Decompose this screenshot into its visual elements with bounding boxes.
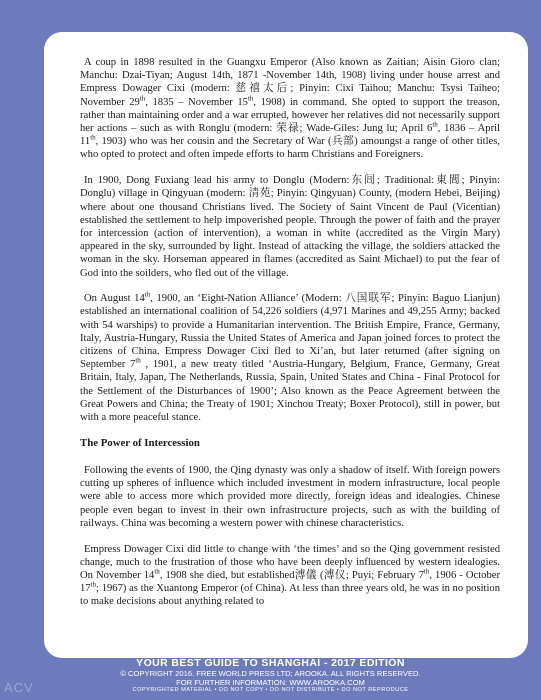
paragraph-donglu-1900: In 1900, Dong Fuxiang lead his army to Donglu (Modern:东闾; Traditional:東閭; Pinyin: Donglu) village in Qingyuan (modern: 清苑; Pinyin: Qingyuan) County, (modern Hebei, Beijing) where about one thousand Christians lived. The Society of Saint Vincent de Paul (Vicentian) established the settlement to help impoverished people. Through the power of faith and the prayer for intercession (action of intervention), a woman in white (accredited as the Virgin Mary) appeared in the sky, surrounded by light. Instead of attacking the village, the soldiers attacked the woman in the sky. Horseman appeared in flames (accredited as Saint Michael) to put the fear of God into the soilders, who fled out of the village. (80, 175, 500, 279)
watermark-text: ACV (4, 680, 34, 695)
document-page (44, 32, 528, 658)
paragraph-coup-1898: A coup in 1898 resulted in the Guangxu Emperor (Also known as Zaitian; Aisin Gioro clan; Manchu: Dzai-Tiyan; August 14th, 1871 -November 14th, 1908) living under house arrest and Empress Dowager Cixi (modern: 慈禧太后; Pinyin: Cixi Taihou; Manchu: Tsysi Taiheo; November 29th, 1835 – November 15th, 1908) in command. She opted to support the treason, rather than maintaining order and a war errupted, however her relatives did not necessarily support her actions – such as with Ronglu (modern: 荣禄; Wade-Giles: Jung lu; April 6th, 1836 – April 11th, 1903) who was her cousin and the Secretary of War (兵部) amoungst a range of other titles, who opted to protect and often impede efforts to harm Christians and Foreigners. (80, 57, 500, 161)
footer-title: YOUR BEST GUIDE TO SHANGHAI - 2017 EDITION (136, 657, 405, 669)
paragraph-eight-nation-alliance: On August 14th, 1900, an ‘Eight-Nation Alliance’ (Modern: 八国联军; Pinyin: Baguo Lianjun) established an international coalition of 54,226 soldiers (4,971 Marines and 49,255 Army; backed with 54 warships) to provide a Humanitarian intervention. The British Empire, France, Germany, Italy, Austria-Hungary, Russia the United States of America and Japan joined forces to protect the citizens of China. Empress Dowager Cixi fled to Xi’an, but later returned (after signing on September 7th , 1901, a new treaty titled ‘Austria-Hungary, Belgium, France, Germany, Great Britain, Italy, Japan, The Netherlands, Russia, Spain, United States and China - Final Protocol for the Settlement of the Disturbances of 1900’; Also known as the Peace Agreement between the Great Powers and China; the Treaty of 1901; Xinchou Treaty; Boxer Protocol), still in power, but with a more peaceful stance. (80, 290, 501, 424)
page-footer (0, 657, 541, 694)
footer-copyright: © COPYRIGHT 2016. FREE WORLD PRESS LTD; AROOKA. ALL RIGHTS RESERVED. (120, 669, 421, 678)
section-heading: The Power of Intercession (80, 436, 200, 449)
paragraph-cixi-puyi: Empress Dowager Cixi did little to change with ‘the times’ and so the Qing government resisted change, much to the frustration of those who have been deeply influenced by western idealogies. On November 14th, 1908 she died, but established溥儀 (溥仪; Puyi; February 7th, 1906 - October 17th; 1967) as the Xuantong Emperor (of China). At less than three years old, he was in no position to make decisions about anything related to (80, 543, 500, 608)
footer-info-link[interactable]: FOR FURTHER INFORMATION: WWW.AROOKA.COM (176, 678, 365, 687)
footer-notice: COPYRIGHTED MATERIAL • DO NOT COPY • DO NOT DISTRIBUTE • DO NOT REPRODUCE (132, 687, 409, 693)
paragraph-qing-shadow: Following the events of 1900, the Qing dynasty was only a shadow of itself. With foreign powers cutting up spheres of influence which included investment in modern infrastructure, local people were able to access more which provided more directly, foreign ideas and idealogies. Chinese people even began to invest in their own infrastructure projects, such as with the building of railways. China was becoming a western power with chinese characteristics. (80, 464, 500, 529)
document-body (80, 56, 500, 621)
